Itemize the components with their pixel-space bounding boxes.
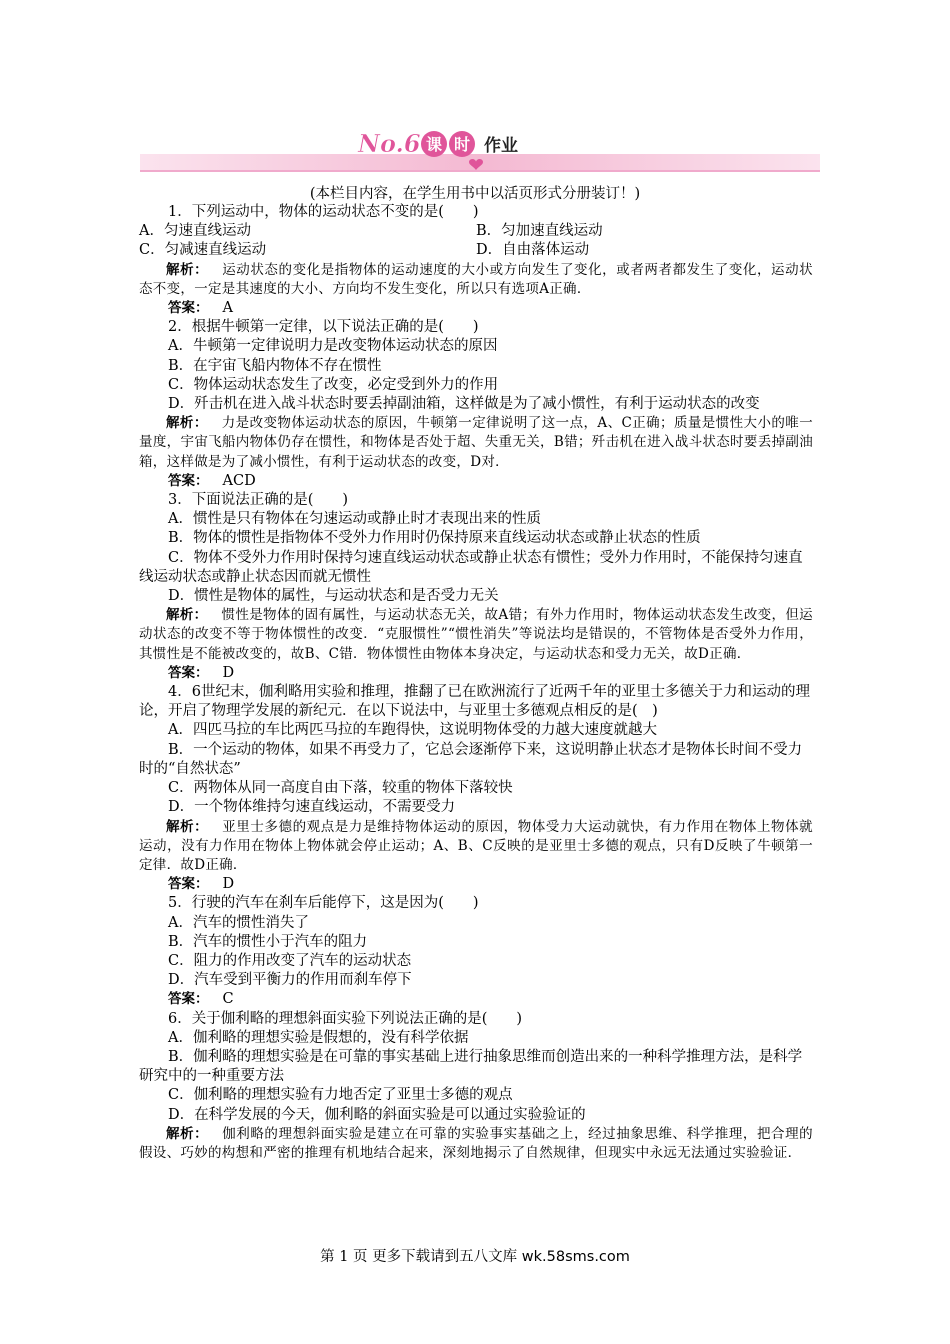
banner-tail: 作业 xyxy=(484,136,518,156)
answer-line xyxy=(139,990,813,1009)
option-item: C．阻力的作用改变了汽车的运动状态 xyxy=(168,952,412,969)
analysis-paragraph xyxy=(139,818,813,876)
analysis-text: 力是改变物体运动状态的原因，牛顿第一定律说明了这一点，A、C正确；质量是惯性大小的唯一量度，宇宙飞船内物体仍存在惯性，和物体是否处于超、失重无关，B错；歼击机在进入战斗状态时要丢掉副油箱，这样做是为了减小惯性，有利于运动状态的改变，D对． xyxy=(139,415,813,470)
lesson-banner xyxy=(140,120,820,182)
option-row xyxy=(139,222,813,241)
answer-value: D xyxy=(222,876,235,893)
binding-notice: (本栏目内容，在学生用书中以活页形式分册装订！) xyxy=(309,186,641,202)
question-stem: 3．下面说法正确的是( ) xyxy=(168,492,349,509)
option-item: C．伽利略的理想实验有力地否定了亚里士多德的观点 xyxy=(168,1087,513,1104)
analysis-text: 亚里士多德的观点是力是维持物体运动的原因，物体受力大运动就快，有力作用在物体上物体就运动，没有力作用在物体上物体就会停止运动；A、B、C反映的是亚里士多德的观点，只有D反映了牛顿第一定律．故D正确． xyxy=(139,818,813,873)
answer-label: 答案： xyxy=(168,876,209,893)
question-stem: 6．关于伽利略的理想斜面实验下列说法正确的是( ) xyxy=(168,1010,523,1027)
analysis-paragraph xyxy=(139,414,813,472)
badge-char-shi: 时 xyxy=(453,135,471,154)
analysis-label: 解析： xyxy=(166,607,208,624)
option-item: C．两物体从同一高度自由下落，较重的物体下落较快 xyxy=(168,780,513,797)
option-item: A．伽利略的理想实验是假想的，没有科学依据 xyxy=(168,1029,469,1046)
analysis-paragraph xyxy=(139,1125,813,1163)
option-item: A．四匹马拉的车比两匹马拉的车跑得快，这说明物体受的力越大速度就越大 xyxy=(168,722,657,739)
question-stem: 2．根据牛顿第一定律，以下说法正确的是( ) xyxy=(168,319,479,336)
analysis-text: 运动状态的变化是指物体的运动速度的大小或方向发生了变化，或者两者都发生了变化，运动状态不变，一定是其速度的大小、方向均不发生变化，所以只有选项A正确． xyxy=(139,261,813,297)
lesson-number: No.6 xyxy=(358,129,421,158)
analysis-label: 解析： xyxy=(166,415,208,432)
page-footer xyxy=(0,1245,950,1266)
question-stem: 1．下列运动中，物体的运动状态不变的是( ) xyxy=(168,204,479,220)
analysis-text: 伽利略的理想斜面实验是建立在可靠的实验事实基础之上，经过抽象思维、科学推理，把合理的假设、巧妙的构想和严密的推理有机地结合起来，深刻地揭示了自然规律，但现实中永远无法通过实验验证． xyxy=(139,1125,813,1161)
answer-value: ACD xyxy=(222,472,256,489)
answer-line xyxy=(139,472,813,491)
analysis-label: 解析： xyxy=(166,818,209,835)
answer-value: D xyxy=(222,664,235,681)
question-list xyxy=(139,203,813,1163)
option-item: B．伽利略的理想实验是在可靠的事实基础上进行抽象思维而创造出来的一种科学推理方法，是科学研究中的一种重要方法 xyxy=(139,1048,803,1085)
footer-link[interactable]: wk.58sms.com xyxy=(521,1249,630,1265)
answer-line xyxy=(139,299,813,318)
answer-line xyxy=(139,664,813,683)
option-item: C．匀减速直线运动 xyxy=(139,242,267,259)
option-item: B．物体的惯性是指物体不受外力作用时仍保持原来直线运动状态或静止状态的性质 xyxy=(168,530,701,547)
answer-value: A xyxy=(222,300,233,317)
option-item: A．牛顿第一定律说明力是改变物体运动状态的原因 xyxy=(168,338,498,355)
option-item: D．汽车受到平衡力的作用而刹车停下 xyxy=(168,972,412,989)
option-item: D．一个物体维持匀速直线运动，不需要受力 xyxy=(168,799,456,816)
option-row xyxy=(139,241,813,260)
option-item: B．匀加速直线运动 xyxy=(476,223,603,240)
analysis-text: 惯性是物体的固有属性，与运动状态无关，故A错；有外力作用时，物体运动状态发生改变，但运动状态的改变不等于物体惯性的改变．“克服惯性”“惯性消失”等说法均是错误的，不管物体是否受外力作用，其惯性是不能被改变的，故B、C错．物体惯性由物体本身决定，与运动状态和受力无关，故D正确． xyxy=(139,607,813,662)
option-item: D．歼击机在进入战斗状态时要丢掉副油箱，这样做是为了减小惯性，有利于运动状态的改变 xyxy=(168,396,760,413)
option-item: D．在科学发展的今天，伽利略的斜面实验是可以通过实验验证的 xyxy=(168,1106,586,1123)
option-item: A．惯性是只有物体在匀速运动或静止时才表现出来的性质 xyxy=(168,511,541,528)
analysis-paragraph xyxy=(139,261,813,299)
option-item: D．自由落体运动 xyxy=(476,242,590,259)
answer-value: C xyxy=(222,991,234,1008)
footer-text: 第 1 页 更多下载请到五八文库 xyxy=(320,1249,522,1265)
question-stem: 5．行驶的汽车在刹车后能停下，这是因为( ) xyxy=(168,895,479,912)
question-stem: 4．6世纪末，伽利略用实验和推理，推翻了已在欧洲流行了近两千年的亚里士多德关于力和运动的理论，开启了物理学发展的新纪元．在以下说法中，与亚里士多德观点相反的是( ) xyxy=(139,684,810,720)
option-item: B．汽车的惯性小于汽车的阻力 xyxy=(168,933,368,950)
analysis-paragraph xyxy=(139,606,813,664)
answer-label: 答案： xyxy=(168,300,209,317)
option-item: A．匀速直线运动 xyxy=(139,223,251,240)
option-item: B．一个运动的物体，如果不再受力了，它总会逐渐停下来，这说明静止状态才是物体长时间不受力时的“自然状态” xyxy=(139,741,803,777)
answer-line xyxy=(139,875,813,894)
option-item: B．在宇宙飞船内物体不存在惯性 xyxy=(168,357,382,374)
answer-label: 答案： xyxy=(168,991,209,1008)
answer-label: 答案： xyxy=(168,472,209,489)
option-item: C．物体不受外力作用时保持匀速直线运动状态或静止状态有惯性；受外力作用时，不能保持匀速直线运动状态或静止状态因而就无惯性 xyxy=(139,549,803,585)
option-item: D．惯性是物体的属性，与运动状态和是否受力无关 xyxy=(168,588,499,605)
badge-char-ke: 课 xyxy=(425,135,443,154)
option-item: C．物体运动状态发生了改变，必定受到外力的作用 xyxy=(168,376,499,393)
option-item: A．汽车的惯性消失了 xyxy=(168,914,309,931)
analysis-label: 解析： xyxy=(166,261,209,278)
analysis-label: 解析： xyxy=(166,1125,209,1142)
answer-label: 答案： xyxy=(168,664,209,681)
